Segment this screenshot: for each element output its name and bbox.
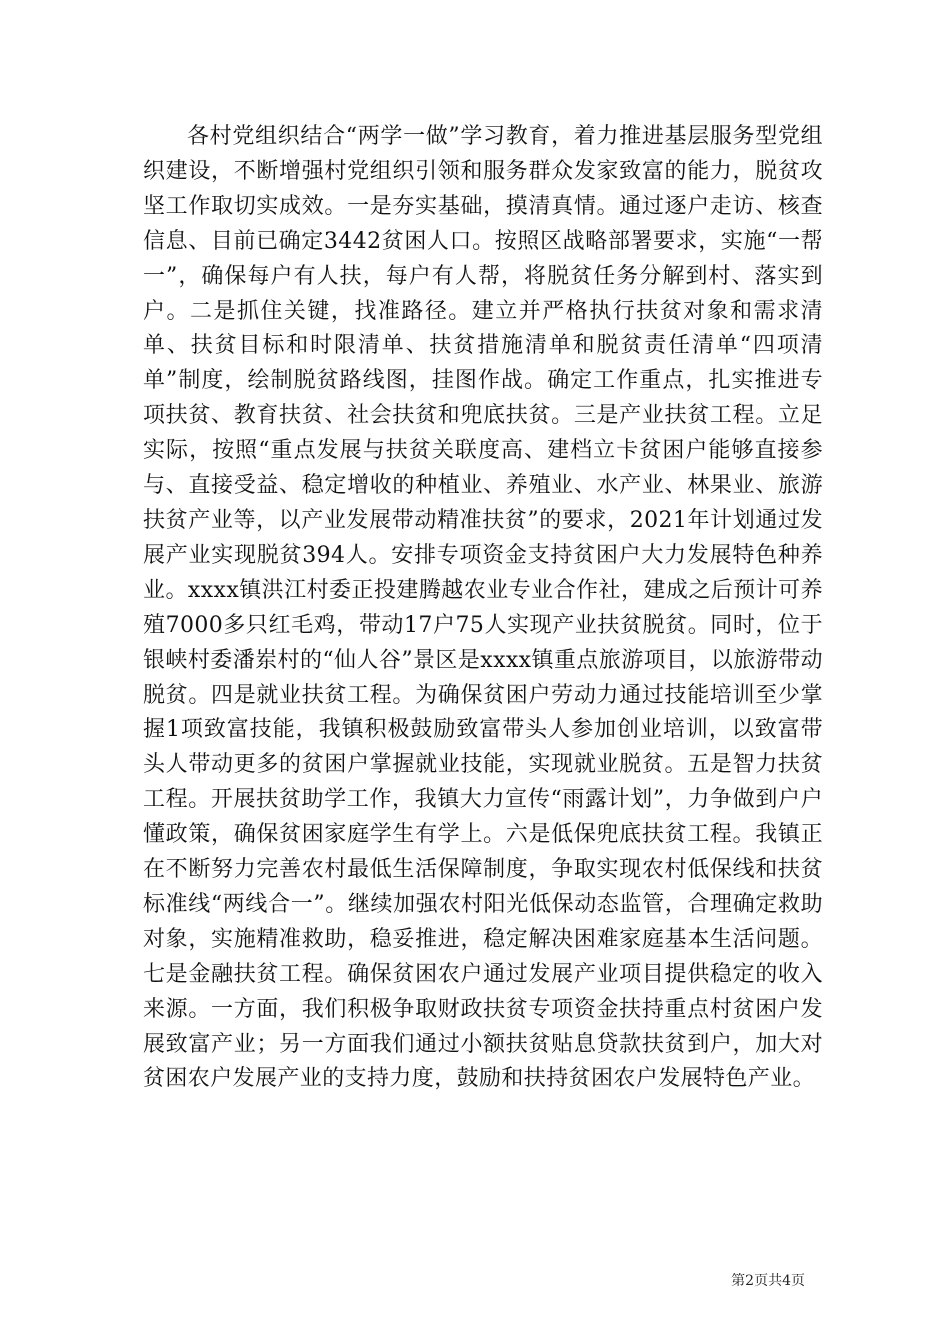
page-number-label: 第2页共4页 bbox=[731, 1273, 805, 1289]
body-paragraph: 各村党组织结合“两学一做”学习教育，着力推进基层服务型党组织建设，不断增强村党组织引领和服务群众发家致富的能力，脱贫攻坚工作取切实成效。一是夯实基础，摸清真情。通过逐户走访、核查信息、目前已确定3442贫困人口。按照区战略部署要求，实施“一帮一”，确保每户有人扶，每户有人帮，将脱贫任务分解到村、落实到户。二是抓住关键，找准路径。建立并严格执行扶贫对象和需求清单、扶贫目标和时限清单、扶贫措施清单和脱贫责任清单“四项清单”制度，绘制脱贫路线图，挂图作战。确定工作重点，扎实推进专项扶贫、教育扶贫、社会扶贫和兜底扶贫。三是产业扶贫工程。立足实际，按照“重点发展与扶贫关联度高、建档立卡贫困户能够直接参与、直接受益、稳定增收的种植业、养殖业、水产业、林果业、旅游扶贫产业等，以产业发展带动精准扶贫”的要求，2021年计划通过发展产业实现脱贫394人。安排专项资金支持贫困户大力发展特色种养业。xxxx镇洪江村委正投建腾越农业专业合作社，建成之后预计可养殖7000多只红毛鸡，带动17户75人实现产业扶贫脱贫。同时，位于银峡村委潘岽村的“仙人谷”景区是xxxx镇重点旅游项目，以旅游带动脱贫。四是就业扶贫工程。为确保贫困户劳动力通过技能培训至少掌握1项致富技能，我镇积极鼓励致富带头人参加创业培训，以致富带头人带动更多的贫困户掌握就业技能，实现就业脱贫。五是智力扶贫工程。开展扶贫助学工作，我镇大力宣传“雨露计划”，力争做到户户懂政策，确保贫困家庭学生有学上。六是低保兜底扶贫工程。我镇正在不断努力完善农村最低生活保障制度，争取实现农村低保线和扶贫标准线“两线合一”。继续加强农村阳光低保动态监管，合理确定救助对象，实施精准救助，稳妥推进，稳定解决困难家庭基本生活问题。七是金融扶贫工程。确保贫困农户通过发展产业项目提供稳定的收入来源。一方面，我们积极争取财政扶贫专项资金扶持重点村贫困户发展致富产业；另一方面我们通过小额扶贫贴息贷款扶贫到户，加大对贫困农户发展产业的支持力度，鼓励和扶持贫困农户发展特色产业。 bbox=[143, 124, 823, 1092]
page-number-footer bbox=[731, 1270, 805, 1290]
